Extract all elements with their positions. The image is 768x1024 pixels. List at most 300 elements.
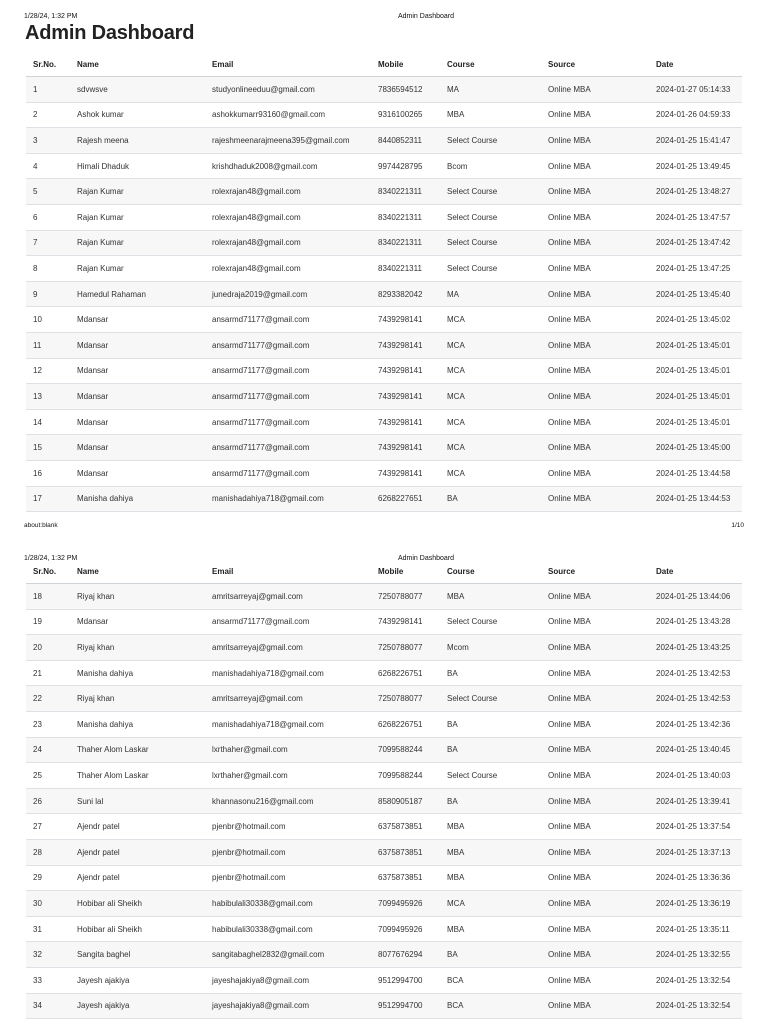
- cell-date: 2024-01-25 13:42:53: [649, 660, 742, 686]
- cell-email: jayeshajakiya8@gmail.com: [205, 967, 371, 993]
- cell-course: BCA: [440, 967, 541, 993]
- cell-source: Online MBA: [541, 102, 649, 128]
- cell-mobile: 6268226751: [371, 711, 440, 737]
- cell-course: BCA: [440, 993, 541, 1019]
- cell-date: 2024-01-25 13:45:01: [649, 332, 742, 358]
- cell-srno: 15: [26, 435, 70, 461]
- cell-srno: 13: [26, 384, 70, 410]
- cell-email: rolexrajan48@gmail.com: [205, 204, 371, 230]
- cell-email: rolexrajan48@gmail.com: [205, 179, 371, 205]
- cell-mobile: 7439298141: [371, 307, 440, 333]
- cell-course: MCA: [440, 307, 541, 333]
- table-header-row: [26, 559, 742, 584]
- cell-source: Online MBA: [541, 942, 649, 968]
- cell-srno: 24: [26, 737, 70, 763]
- leads-table: [26, 559, 742, 1019]
- cell-date: 2024-01-25 13:47:57: [649, 204, 742, 230]
- cell-name: Hobibar ali Sheikh: [70, 891, 205, 917]
- table-row: [26, 179, 742, 205]
- cell-source: Online MBA: [541, 486, 649, 512]
- cell-name: Manisha dahiya: [70, 660, 205, 686]
- cell-srno: 2: [26, 102, 70, 128]
- cell-srno: 11: [26, 332, 70, 358]
- cell-course: Select Course: [440, 230, 541, 256]
- table-row: [26, 609, 742, 635]
- cell-srno: 12: [26, 358, 70, 384]
- cell-source: Online MBA: [541, 307, 649, 333]
- cell-source: Online MBA: [541, 409, 649, 435]
- cell-email: krishdhaduk2008@gmail.com: [205, 153, 371, 179]
- cell-name: Ajendr patel: [70, 839, 205, 865]
- cell-email: ansarmd71177@gmail.com: [205, 460, 371, 486]
- cell-mobile: 7439298141: [371, 409, 440, 435]
- column-header-name: Name: [70, 52, 205, 77]
- table-row: [26, 102, 742, 128]
- cell-course: BA: [440, 942, 541, 968]
- cell-name: Rajesh meena: [70, 128, 205, 154]
- cell-course: MA: [440, 77, 541, 103]
- cell-mobile: 7099495926: [371, 916, 440, 942]
- table-row: [26, 865, 742, 891]
- cell-srno: 23: [26, 711, 70, 737]
- cell-date: 2024-01-25 13:42:53: [649, 686, 742, 712]
- print-title: Admin Dashboard: [397, 13, 455, 20]
- cell-course: MCA: [440, 435, 541, 461]
- cell-srno: 20: [26, 635, 70, 661]
- cell-name: Mdansar: [70, 609, 205, 635]
- cell-name: Suni lal: [70, 788, 205, 814]
- table-row: [26, 332, 742, 358]
- cell-srno: 25: [26, 763, 70, 789]
- cell-email: pjenbr@hotmail.com: [205, 839, 371, 865]
- cell-mobile: 8340221311: [371, 179, 440, 205]
- cell-source: Online MBA: [541, 865, 649, 891]
- cell-name: Ajendr patel: [70, 814, 205, 840]
- cell-mobile: 7439298141: [371, 384, 440, 410]
- cell-mobile: 9512994700: [371, 993, 440, 1019]
- column-header-source: Source: [541, 559, 649, 584]
- column-header-date: Date: [649, 559, 742, 584]
- cell-email: amritsarreyaj@gmail.com: [205, 635, 371, 661]
- cell-source: Online MBA: [541, 763, 649, 789]
- cell-date: 2024-01-25 15:41:47: [649, 128, 742, 154]
- cell-course: MBA: [440, 865, 541, 891]
- cell-date: 2024-01-25 13:45:02: [649, 307, 742, 333]
- cell-course: MCA: [440, 384, 541, 410]
- cell-source: Online MBA: [541, 711, 649, 737]
- cell-email: amritsarreyaj@gmail.com: [205, 584, 371, 610]
- cell-srno: 33: [26, 967, 70, 993]
- table-row: [26, 916, 742, 942]
- print-date: 1/28/24, 1:32 PM: [24, 13, 78, 20]
- cell-email: pjenbr@hotmail.com: [205, 814, 371, 840]
- print-date: 1/28/24, 1:32 PM: [24, 555, 78, 562]
- cell-srno: 14: [26, 409, 70, 435]
- cell-email: ashokkumarr93160@gmail.com: [205, 102, 371, 128]
- cell-name: Thaher Alom Laskar: [70, 737, 205, 763]
- cell-course: MBA: [440, 916, 541, 942]
- cell-course: MBA: [440, 814, 541, 840]
- cell-mobile: 6375873851: [371, 839, 440, 865]
- cell-name: Ashok kumar: [70, 102, 205, 128]
- cell-date: 2024-01-25 13:45:00: [649, 435, 742, 461]
- cell-source: Online MBA: [541, 993, 649, 1019]
- table-row: [26, 660, 742, 686]
- cell-email: jayeshajakiya8@gmail.com: [205, 993, 371, 1019]
- table-row: [26, 204, 742, 230]
- cell-source: Online MBA: [541, 358, 649, 384]
- cell-name: Jayesh ajakiya: [70, 993, 205, 1019]
- cell-name: Mdansar: [70, 409, 205, 435]
- cell-date: 2024-01-25 13:35:11: [649, 916, 742, 942]
- cell-email: ansarmd71177@gmail.com: [205, 358, 371, 384]
- cell-course: MBA: [440, 584, 541, 610]
- table-header-row: [26, 52, 742, 77]
- cell-course: Select Course: [440, 763, 541, 789]
- cell-course: BA: [440, 660, 541, 686]
- cell-srno: 9: [26, 281, 70, 307]
- cell-mobile: 8077676294: [371, 942, 440, 968]
- cell-course: BA: [440, 711, 541, 737]
- cell-date: 2024-01-27 05:14:33: [649, 77, 742, 103]
- cell-name: Mdansar: [70, 384, 205, 410]
- column-header-course: Course: [440, 559, 541, 584]
- cell-email: ansarmd71177@gmail.com: [205, 384, 371, 410]
- cell-mobile: 8340221311: [371, 204, 440, 230]
- cell-srno: 29: [26, 865, 70, 891]
- cell-srno: 30: [26, 891, 70, 917]
- cell-date: 2024-01-25 13:32:55: [649, 942, 742, 968]
- table-row: [26, 281, 742, 307]
- table-row: [26, 153, 742, 179]
- cell-name: Mdansar: [70, 358, 205, 384]
- cell-email: ansarmd71177@gmail.com: [205, 307, 371, 333]
- table-row: [26, 584, 742, 610]
- cell-date: 2024-01-25 13:43:25: [649, 635, 742, 661]
- cell-mobile: 8440852311: [371, 128, 440, 154]
- cell-name: Mdansar: [70, 460, 205, 486]
- cell-mobile: 7099588244: [371, 737, 440, 763]
- cell-name: Riyaj khan: [70, 686, 205, 712]
- table-body: [26, 584, 742, 1019]
- cell-name: Himali Dhaduk: [70, 153, 205, 179]
- cell-mobile: 7250788077: [371, 686, 440, 712]
- table-row: [26, 839, 742, 865]
- cell-mobile: 7099588244: [371, 763, 440, 789]
- cell-name: Sangita baghel: [70, 942, 205, 968]
- cell-mobile: 7439298141: [371, 609, 440, 635]
- cell-email: studyonlineeduu@gmail.com: [205, 77, 371, 103]
- cell-course: Select Course: [440, 179, 541, 205]
- cell-email: rajeshmeenarajmeena395@gmail.com: [205, 128, 371, 154]
- cell-date: 2024-01-25 13:39:41: [649, 788, 742, 814]
- cell-mobile: 6268227651: [371, 486, 440, 512]
- cell-mobile: 6375873851: [371, 865, 440, 891]
- cell-source: Online MBA: [541, 460, 649, 486]
- table-row: [26, 686, 742, 712]
- cell-email: ansarmd71177@gmail.com: [205, 609, 371, 635]
- cell-date: 2024-01-25 13:32:54: [649, 967, 742, 993]
- table-row: [26, 409, 742, 435]
- cell-name: Thaher Alom Laskar: [70, 763, 205, 789]
- cell-course: BA: [440, 737, 541, 763]
- column-header-email: Email: [205, 559, 371, 584]
- table-row: [26, 307, 742, 333]
- table-row: [26, 128, 742, 154]
- cell-srno: 19: [26, 609, 70, 635]
- cell-source: Online MBA: [541, 128, 649, 154]
- table-row: [26, 711, 742, 737]
- cell-email: manishadahiya718@gmail.com: [205, 711, 371, 737]
- page-title: Admin Dashboard: [25, 22, 195, 44]
- cell-name: Rajan Kumar: [70, 256, 205, 282]
- cell-source: Online MBA: [541, 584, 649, 610]
- cell-course: BA: [440, 788, 541, 814]
- cell-email: khannasonu216@gmail.com: [205, 788, 371, 814]
- cell-course: Select Course: [440, 686, 541, 712]
- cell-source: Online MBA: [541, 737, 649, 763]
- cell-source: Online MBA: [541, 916, 649, 942]
- table-body: [26, 77, 742, 512]
- cell-mobile: 7250788077: [371, 584, 440, 610]
- cell-date: 2024-01-25 13:40:45: [649, 737, 742, 763]
- table-row: [26, 435, 742, 461]
- table-row: [26, 460, 742, 486]
- cell-source: Online MBA: [541, 384, 649, 410]
- cell-srno: 17: [26, 486, 70, 512]
- cell-name: Manisha dahiya: [70, 711, 205, 737]
- cell-source: Online MBA: [541, 788, 649, 814]
- cell-source: Online MBA: [541, 153, 649, 179]
- table-row: [26, 993, 742, 1019]
- print-header: [0, 10, 768, 22]
- cell-course: Select Course: [440, 128, 541, 154]
- cell-name: Mdansar: [70, 332, 205, 358]
- cell-email: rolexrajan48@gmail.com: [205, 256, 371, 282]
- cell-mobile: 7439298141: [371, 358, 440, 384]
- cell-name: Jayesh ajakiya: [70, 967, 205, 993]
- cell-name: Hobibar ali Sheikh: [70, 916, 205, 942]
- cell-course: BA: [440, 486, 541, 512]
- column-header-email: Email: [205, 52, 371, 77]
- cell-srno: 34: [26, 993, 70, 1019]
- cell-name: Riyaj khan: [70, 584, 205, 610]
- table-row: [26, 788, 742, 814]
- cell-name: Mdansar: [70, 307, 205, 333]
- cell-date: 2024-01-25 13:36:19: [649, 891, 742, 917]
- cell-email: junedraja2019@gmail.com: [205, 281, 371, 307]
- cell-date: 2024-01-25 13:47:42: [649, 230, 742, 256]
- cell-mobile: 8293382042: [371, 281, 440, 307]
- cell-source: Online MBA: [541, 839, 649, 865]
- cell-mobile: 7250788077: [371, 635, 440, 661]
- cell-email: habibulali30338@gmail.com: [205, 891, 371, 917]
- cell-mobile: 8580905187: [371, 788, 440, 814]
- cell-srno: 1: [26, 77, 70, 103]
- cell-source: Online MBA: [541, 967, 649, 993]
- cell-srno: 26: [26, 788, 70, 814]
- cell-mobile: 7439298141: [371, 332, 440, 358]
- cell-name: Manisha dahiya: [70, 486, 205, 512]
- column-header-source: Source: [541, 52, 649, 77]
- cell-date: 2024-01-25 13:44:53: [649, 486, 742, 512]
- cell-srno: 18: [26, 584, 70, 610]
- print-title: Admin Dashboard: [397, 555, 455, 562]
- cell-email: habibulali30338@gmail.com: [205, 916, 371, 942]
- cell-mobile: 6375873851: [371, 814, 440, 840]
- cell-srno: 4: [26, 153, 70, 179]
- cell-mobile: 8340221311: [371, 230, 440, 256]
- column-header-date: Date: [649, 52, 742, 77]
- cell-source: Online MBA: [541, 660, 649, 686]
- cell-mobile: 7439298141: [371, 460, 440, 486]
- cell-course: Select Course: [440, 256, 541, 282]
- print-page-number: 1/10: [731, 522, 744, 529]
- cell-email: ansarmd71177@gmail.com: [205, 409, 371, 435]
- cell-name: Rajan Kumar: [70, 230, 205, 256]
- column-header-mobile: Mobile: [371, 559, 440, 584]
- cell-course: MA: [440, 281, 541, 307]
- cell-name: Mdansar: [70, 435, 205, 461]
- cell-srno: 27: [26, 814, 70, 840]
- table-row: [26, 967, 742, 993]
- cell-source: Online MBA: [541, 332, 649, 358]
- cell-mobile: 7439298141: [371, 435, 440, 461]
- table-row: [26, 737, 742, 763]
- cell-srno: 22: [26, 686, 70, 712]
- cell-date: 2024-01-25 13:44:58: [649, 460, 742, 486]
- cell-srno: 21: [26, 660, 70, 686]
- cell-mobile: 9512994700: [371, 967, 440, 993]
- cell-date: 2024-01-25 13:40:03: [649, 763, 742, 789]
- cell-date: 2024-01-25 13:45:01: [649, 358, 742, 384]
- cell-course: MBA: [440, 839, 541, 865]
- table-row: [26, 256, 742, 282]
- column-header-srno: Sr.No.: [26, 559, 70, 584]
- cell-course: Bcom: [440, 153, 541, 179]
- cell-name: Rajan Kumar: [70, 179, 205, 205]
- cell-email: lxrthaher@gmail.com: [205, 737, 371, 763]
- column-header-name: Name: [70, 559, 205, 584]
- cell-name: Ajendr patel: [70, 865, 205, 891]
- cell-date: 2024-01-25 13:36:36: [649, 865, 742, 891]
- cell-srno: 7: [26, 230, 70, 256]
- table-row: [26, 635, 742, 661]
- table-row: [26, 77, 742, 103]
- cell-date: 2024-01-26 04:59:33: [649, 102, 742, 128]
- cell-date: 2024-01-25 13:37:13: [649, 839, 742, 865]
- table-row: [26, 763, 742, 789]
- cell-name: Rajan Kumar: [70, 204, 205, 230]
- cell-course: Select Course: [440, 609, 541, 635]
- cell-source: Online MBA: [541, 204, 649, 230]
- cell-mobile: 9974428795: [371, 153, 440, 179]
- cell-date: 2024-01-25 13:43:28: [649, 609, 742, 635]
- cell-date: 2024-01-25 13:45:01: [649, 384, 742, 410]
- cell-name: Riyaj khan: [70, 635, 205, 661]
- table-row: [26, 942, 742, 968]
- cell-course: MCA: [440, 332, 541, 358]
- cell-source: Online MBA: [541, 609, 649, 635]
- cell-mobile: 6268226751: [371, 660, 440, 686]
- cell-mobile: 7836594512: [371, 77, 440, 103]
- cell-source: Online MBA: [541, 891, 649, 917]
- cell-srno: 5: [26, 179, 70, 205]
- cell-source: Online MBA: [541, 179, 649, 205]
- column-header-course: Course: [440, 52, 541, 77]
- cell-name: Hamedul Rahaman: [70, 281, 205, 307]
- cell-source: Online MBA: [541, 77, 649, 103]
- cell-srno: 16: [26, 460, 70, 486]
- cell-course: MCA: [440, 460, 541, 486]
- table-row: [26, 486, 742, 512]
- cell-email: manishadahiya718@gmail.com: [205, 660, 371, 686]
- cell-name: sdvwsve: [70, 77, 205, 103]
- cell-source: Online MBA: [541, 814, 649, 840]
- table-row: [26, 358, 742, 384]
- cell-mobile: 9316100265: [371, 102, 440, 128]
- cell-date: 2024-01-25 13:45:40: [649, 281, 742, 307]
- cell-srno: 28: [26, 839, 70, 865]
- print-url: about:blank: [24, 522, 58, 529]
- leads-table: [26, 52, 742, 512]
- cell-mobile: 8340221311: [371, 256, 440, 282]
- cell-srno: 32: [26, 942, 70, 968]
- column-header-mobile: Mobile: [371, 52, 440, 77]
- cell-course: Mcom: [440, 635, 541, 661]
- table-row: [26, 230, 742, 256]
- cell-date: 2024-01-25 13:45:01: [649, 409, 742, 435]
- cell-source: Online MBA: [541, 256, 649, 282]
- cell-source: Online MBA: [541, 281, 649, 307]
- print-page-2: [0, 540, 768, 1024]
- cell-date: 2024-01-25 13:49:45: [649, 153, 742, 179]
- cell-email: ansarmd71177@gmail.com: [205, 332, 371, 358]
- cell-email: rolexrajan48@gmail.com: [205, 230, 371, 256]
- column-header-srno: Sr.No.: [26, 52, 70, 77]
- cell-srno: 3: [26, 128, 70, 154]
- cell-course: Select Course: [440, 204, 541, 230]
- cell-course: MBA: [440, 102, 541, 128]
- cell-source: Online MBA: [541, 435, 649, 461]
- cell-email: manishadahiya718@gmail.com: [205, 486, 371, 512]
- cell-email: lxrthaher@gmail.com: [205, 763, 371, 789]
- cell-source: Online MBA: [541, 686, 649, 712]
- cell-date: 2024-01-25 13:48:27: [649, 179, 742, 205]
- cell-course: MCA: [440, 358, 541, 384]
- cell-email: sangitabaghel2832@gmail.com: [205, 942, 371, 968]
- cell-course: MCA: [440, 409, 541, 435]
- cell-source: Online MBA: [541, 230, 649, 256]
- table-row: [26, 384, 742, 410]
- table-row: [26, 891, 742, 917]
- cell-srno: 10: [26, 307, 70, 333]
- cell-date: 2024-01-25 13:44:06: [649, 584, 742, 610]
- cell-email: ansarmd71177@gmail.com: [205, 435, 371, 461]
- cell-course: MCA: [440, 891, 541, 917]
- cell-date: 2024-01-25 13:37:54: [649, 814, 742, 840]
- table-row: [26, 814, 742, 840]
- cell-srno: 8: [26, 256, 70, 282]
- cell-source: Online MBA: [541, 635, 649, 661]
- cell-email: pjenbr@hotmail.com: [205, 865, 371, 891]
- cell-date: 2024-01-25 13:32:54: [649, 993, 742, 1019]
- cell-date: 2024-01-25 13:42:36: [649, 711, 742, 737]
- cell-email: amritsarreyaj@gmail.com: [205, 686, 371, 712]
- cell-mobile: 7099495926: [371, 891, 440, 917]
- cell-date: 2024-01-25 13:47:25: [649, 256, 742, 282]
- cell-srno: 31: [26, 916, 70, 942]
